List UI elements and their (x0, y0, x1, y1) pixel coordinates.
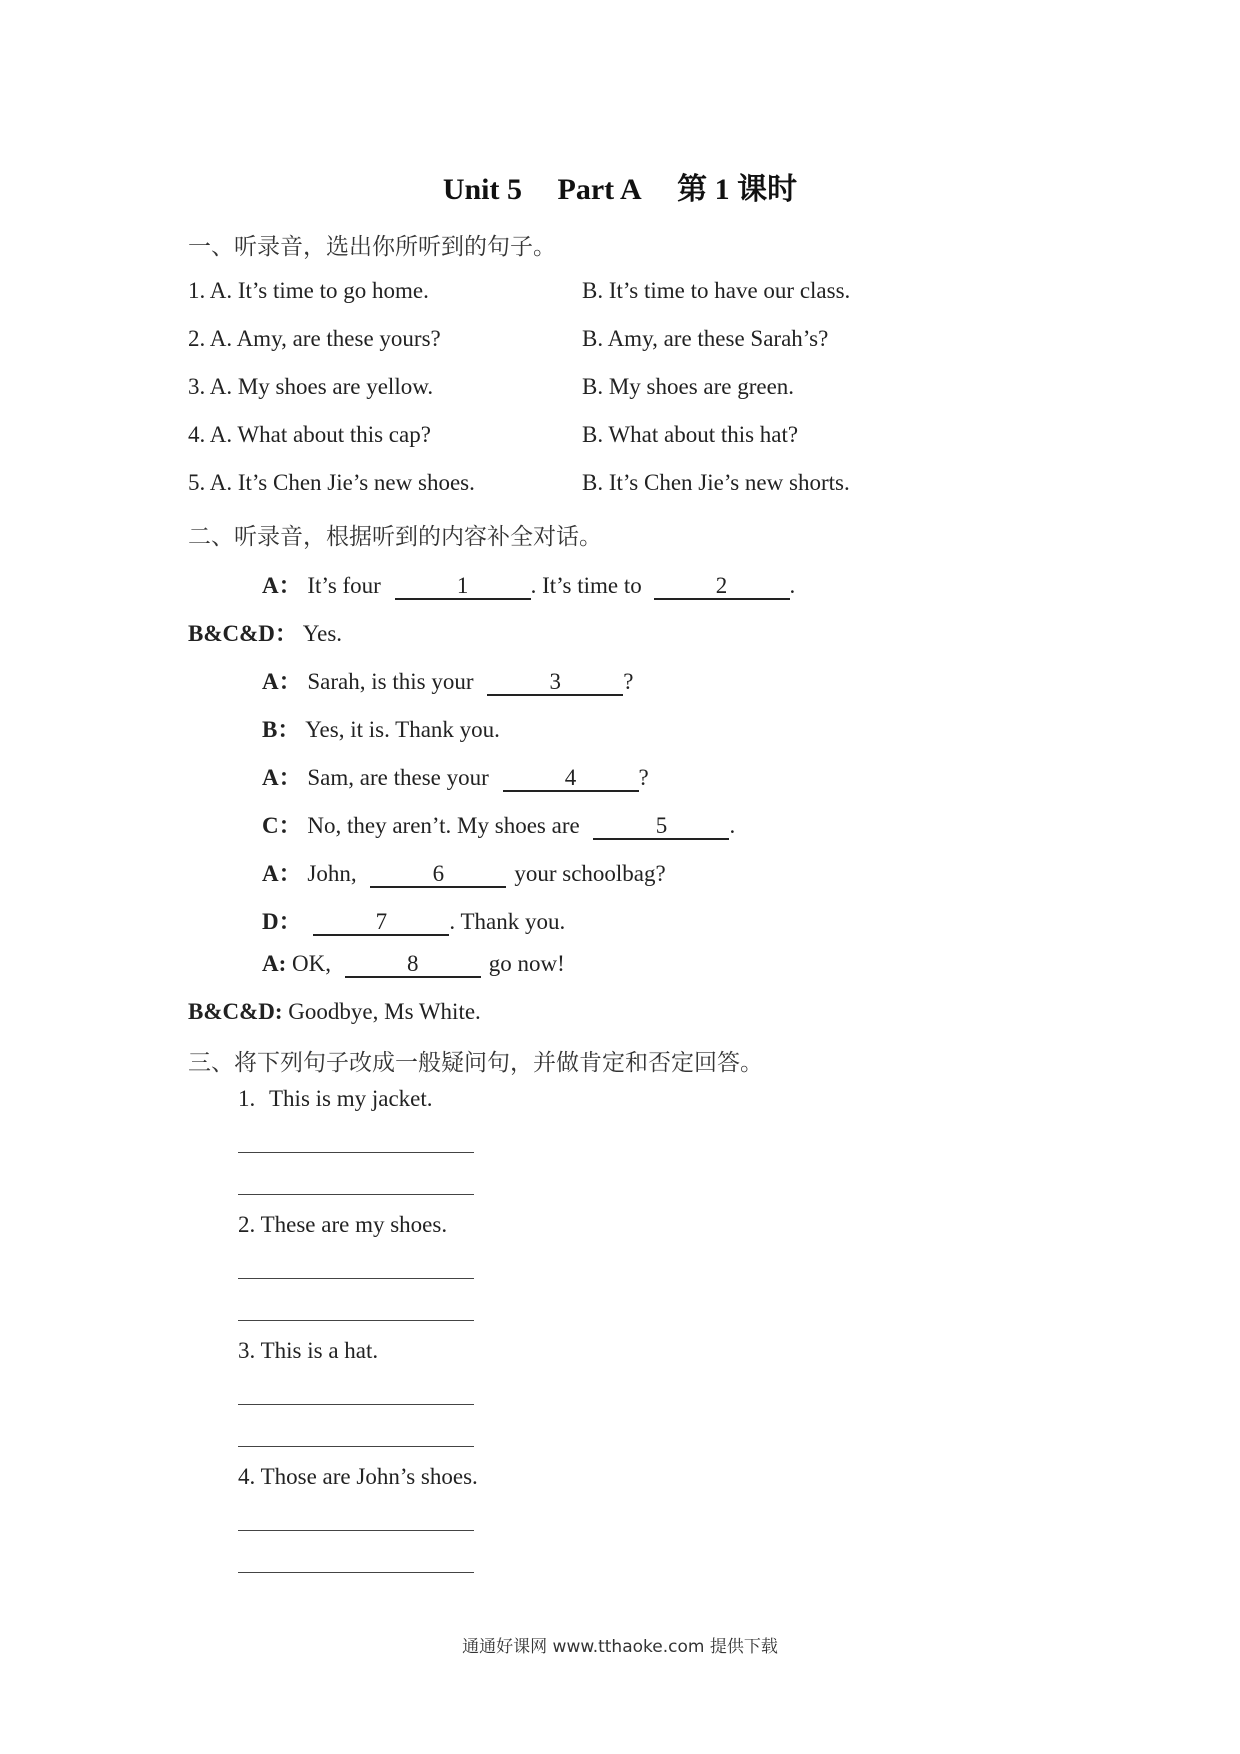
dialogue-text: John, (307, 861, 357, 886)
answer-line[interactable] (238, 1530, 474, 1531)
dialogue-text: Sam, are these your (307, 765, 489, 790)
q4-option-a: 4. A. What about this cap? (188, 422, 431, 447)
dialogue-text: ? (623, 669, 634, 694)
speaker-label: D： (262, 909, 302, 934)
item-number: 1. (238, 1086, 256, 1111)
answer-blank-1[interactable]: 1 (395, 574, 531, 600)
dialogue-text: No, they aren’t. My shoes are (307, 813, 580, 838)
q2-option-a: 2. A. Amy, are these yours? (188, 326, 441, 351)
item-text: Those are John’s shoes. (260, 1464, 478, 1489)
footer-credit: 通通好课网 www.tthaoke.com 提供下载 (462, 1637, 778, 1657)
q5-option-a: 5. A. It’s Chen Jie’s new shoes. (188, 470, 475, 495)
dialogue-line-7 (262, 855, 666, 888)
rewrite-item-1 (238, 1086, 433, 1112)
dialogue-line-2 (188, 615, 342, 648)
q4-option-b: B. What about this hat? (582, 422, 799, 447)
answer-line[interactable] (238, 1446, 474, 1447)
speaker-label: A: (262, 951, 287, 976)
dialogue-text: . (789, 573, 796, 598)
dialogue-text: OK, (292, 951, 332, 976)
speaker-label: A： (262, 669, 302, 694)
answer-blank-6[interactable]: 6 (370, 862, 506, 888)
q3-option-b: B. My shoes are green. (582, 374, 795, 399)
dialogue-text: . Thank you. (449, 909, 566, 934)
speaker-label: A： (262, 861, 302, 886)
answer-blank-4[interactable]: 4 (503, 766, 639, 792)
answer-line[interactable] (238, 1320, 474, 1321)
answer-line[interactable] (238, 1278, 474, 1279)
answer-blank-5[interactable]: 5 (593, 814, 729, 840)
q1-option-b: B. It’s time to have our class. (582, 278, 851, 303)
title-unit: Unit 5 (442, 173, 523, 206)
q5-option-b: B. It’s Chen Jie’s new shorts. (582, 470, 850, 495)
dialogue-line-6 (262, 807, 735, 840)
answer-blank-8[interactable]: 8 (345, 952, 481, 978)
item-text: These are my shoes. (260, 1212, 448, 1237)
dialogue-line-4 (262, 711, 500, 744)
answer-line[interactable] (238, 1152, 474, 1153)
rewrite-item-4 (238, 1464, 478, 1490)
answer-blank-7[interactable]: 7 (313, 910, 449, 936)
speaker-label: B&C&D： (188, 621, 298, 646)
item-text: This is my jacket. (269, 1086, 433, 1111)
title-lesson: 第 1 课时 (677, 173, 798, 206)
answer-blank-3[interactable]: 3 (487, 670, 623, 696)
rewrite-item-3 (238, 1338, 378, 1364)
dialogue-text: . (729, 813, 736, 838)
dialogue-text: Yes. (302, 621, 343, 646)
dialogue-text: . It’s time to (530, 573, 642, 598)
answer-line[interactable] (238, 1404, 474, 1405)
item-text: This is a hat. (260, 1338, 379, 1363)
dialogue-text: go now! (488, 951, 565, 976)
dialogue-text: Sarah, is this your (307, 669, 474, 694)
dialogue-line-8 (262, 903, 565, 936)
item-number: 3. (238, 1338, 256, 1363)
answer-line[interactable] (238, 1194, 474, 1195)
title-part: Part A (557, 173, 642, 206)
item-number: 2. (238, 1212, 256, 1237)
rewrite-item-2 (238, 1212, 447, 1238)
item-number: 4. (238, 1464, 256, 1489)
dialogue-text: ? (638, 765, 649, 790)
dialogue-text: Yes, it is. Thank you. (305, 717, 500, 742)
q1-option-a: 1. A. It’s time to go home. (188, 278, 429, 303)
dialogue-text: Goodbye, Ms White. (288, 999, 481, 1024)
q2-option-b: B. Amy, are these Sarah’s? (582, 326, 829, 351)
section1-heading: 一、听录音，选出你所听到的句子。 (188, 234, 556, 260)
answer-line[interactable] (238, 1572, 474, 1573)
dialogue-line-5 (262, 759, 649, 792)
dialogue-text: It’s four (307, 573, 381, 598)
section3-heading: 三、将下列句子改成一般疑问句，并做肯定和否定回答。 (188, 1050, 763, 1076)
dialogue-line-10 (188, 999, 481, 1025)
answer-blank-2[interactable]: 2 (654, 574, 790, 600)
dialogue-line-3 (262, 663, 633, 696)
q3-option-a: 3. A. My shoes are yellow. (188, 374, 434, 399)
page-title (0, 164, 1240, 208)
dialogue-line-1 (262, 567, 795, 600)
speaker-label: C： (262, 813, 302, 838)
dialogue-line-9 (262, 951, 565, 978)
dialogue-text: your schoolbag? (514, 861, 666, 886)
speaker-label: A： (262, 573, 302, 598)
speaker-label: A： (262, 765, 302, 790)
speaker-label: B： (262, 717, 301, 742)
speaker-label: B&C&D: (188, 999, 283, 1024)
section2-heading: 二、听录音，根据听到的内容补全对话。 (188, 524, 602, 550)
